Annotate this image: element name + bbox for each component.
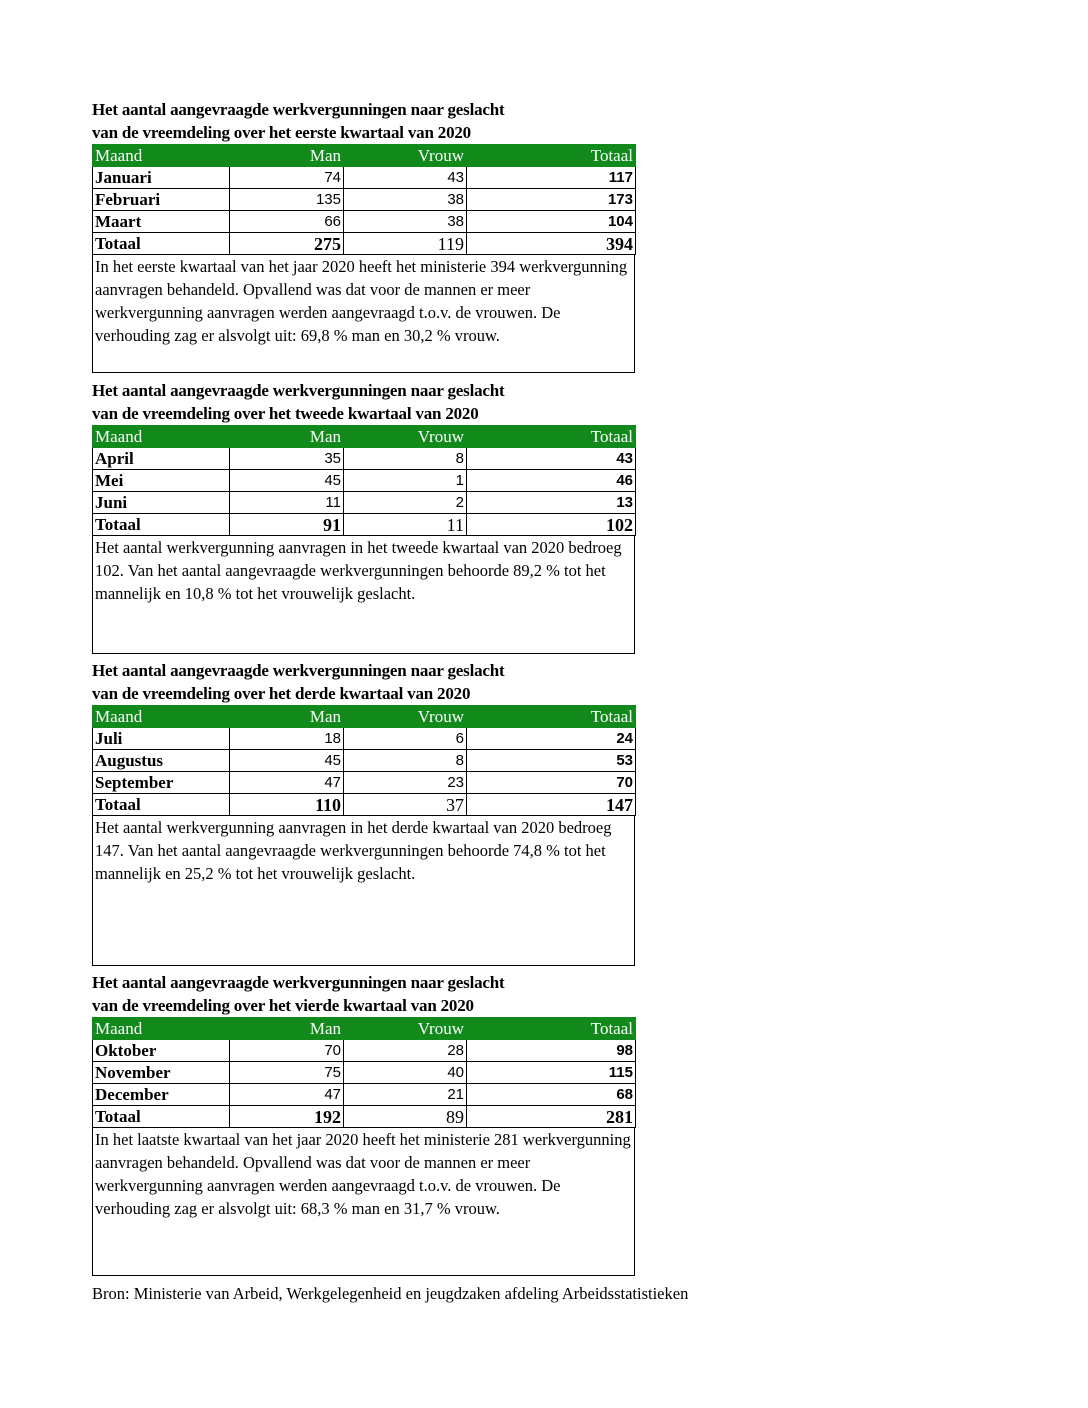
quarter-section-4 bbox=[92, 971, 635, 1276]
cell-man: 70 bbox=[230, 1040, 344, 1062]
table-row bbox=[93, 772, 636, 794]
cell-totaal: 43 bbox=[467, 448, 636, 470]
cell-totaal: 53 bbox=[467, 750, 636, 772]
cell-totaal: 104 bbox=[467, 211, 636, 233]
cell-man: 66 bbox=[230, 211, 344, 233]
cell-total-man: 192 bbox=[230, 1106, 344, 1128]
cell-man: 11 bbox=[230, 492, 344, 514]
header-vrouw: Vrouw bbox=[344, 426, 467, 448]
table-total-row bbox=[93, 514, 636, 536]
table-row bbox=[93, 492, 636, 514]
cell-month: November bbox=[93, 1062, 230, 1084]
table-header-row bbox=[93, 145, 636, 167]
cell-man: 45 bbox=[230, 470, 344, 492]
cell-vrouw: 6 bbox=[344, 728, 467, 750]
cell-man: 45 bbox=[230, 750, 344, 772]
cell-month: December bbox=[93, 1084, 230, 1106]
header-man: Man bbox=[230, 1018, 344, 1040]
cell-total-totaal: 102 bbox=[467, 514, 636, 536]
cell-total-man: 275 bbox=[230, 233, 344, 255]
table-header-row bbox=[93, 426, 636, 448]
cell-total-vrouw: 89 bbox=[344, 1106, 467, 1128]
quarter-description: Het aantal werkvergunning aanvragen in het tweede kwartaal van 2020 bedroeg 102. Van het aantal aangevraagde werkvergunningen behoorde 89,2 % tot het mannelijk en 10,8 % tot het vrouwelijk geslacht. bbox=[92, 536, 635, 654]
quarter-description: In het eerste kwartaal van het jaar 2020 heeft het ministerie 394 werkvergunning aanvragen behandeld. Opvallend was dat voor de mannen er meer werkvergunning aanvragen werden aangevraagd t.o.v. de vrouwen. De verhouding zag er alsvolgt uit: 69,8 % man en 30,2 % vrouw. bbox=[92, 255, 635, 373]
cell-month: Juni bbox=[93, 492, 230, 514]
cell-vrouw: 38 bbox=[344, 189, 467, 211]
cell-totaal: 117 bbox=[467, 167, 636, 189]
cell-month: Juli bbox=[93, 728, 230, 750]
quarter-table bbox=[92, 144, 636, 255]
cell-man: 74 bbox=[230, 167, 344, 189]
cell-total-vrouw: 37 bbox=[344, 794, 467, 816]
cell-totaal: 13 bbox=[467, 492, 636, 514]
quarter-description: In het laatste kwartaal van het jaar 2020 heeft het ministerie 281 werkvergunning aanvragen behandeld. Opvallend was dat voor de mannen er meer werkvergunning aanvragen werden aangevraagd t.o.v. de vrouwen. De verhouding zag er alsvolgt uit: 68,3 % man en 31,7 % vrouw. bbox=[92, 1128, 635, 1276]
table-row bbox=[93, 448, 636, 470]
section-title bbox=[92, 971, 635, 1017]
section-title-line2: van de vreemdeling over het eerste kwartaal van 2020 bbox=[92, 123, 471, 142]
quarter-section-3 bbox=[92, 659, 635, 966]
section-title-line1: Het aantal aangevraagde werkvergunningen naar geslacht bbox=[92, 973, 505, 992]
table-total-row bbox=[93, 233, 636, 255]
cell-totaal: 173 bbox=[467, 189, 636, 211]
table-header-row bbox=[93, 706, 636, 728]
cell-month: April bbox=[93, 448, 230, 470]
cell-total-vrouw: 119 bbox=[344, 233, 467, 255]
cell-totaal: 46 bbox=[467, 470, 636, 492]
header-vrouw: Vrouw bbox=[344, 145, 467, 167]
header-vrouw: Vrouw bbox=[344, 1018, 467, 1040]
section-title bbox=[92, 379, 635, 425]
cell-vrouw: 2 bbox=[344, 492, 467, 514]
header-month: Maand bbox=[93, 1018, 230, 1040]
cell-vrouw: 28 bbox=[344, 1040, 467, 1062]
cell-man: 135 bbox=[230, 189, 344, 211]
cell-man: 35 bbox=[230, 448, 344, 470]
cell-month: Februari bbox=[93, 189, 230, 211]
cell-vrouw: 40 bbox=[344, 1062, 467, 1084]
cell-month: Mei bbox=[93, 470, 230, 492]
quarter-section-1 bbox=[92, 98, 635, 373]
header-totaal: Totaal bbox=[467, 426, 636, 448]
header-totaal: Totaal bbox=[467, 1018, 636, 1040]
cell-vrouw: 38 bbox=[344, 211, 467, 233]
header-totaal: Totaal bbox=[467, 145, 636, 167]
cell-total-man: 110 bbox=[230, 794, 344, 816]
section-title-line1: Het aantal aangevraagde werkvergunningen naar geslacht bbox=[92, 100, 505, 119]
source-note: Bron: Ministerie van Arbeid, Werkgelegenheid en jeugdzaken afdeling Arbeidsstatistieken bbox=[92, 1284, 689, 1303]
header-vrouw: Vrouw bbox=[344, 706, 467, 728]
cell-man: 47 bbox=[230, 772, 344, 794]
cell-total-totaal: 147 bbox=[467, 794, 636, 816]
header-month: Maand bbox=[93, 145, 230, 167]
cell-total-man: 91 bbox=[230, 514, 344, 536]
table-header-row bbox=[93, 1018, 636, 1040]
table-row bbox=[93, 1062, 636, 1084]
table-row bbox=[93, 211, 636, 233]
cell-vrouw: 23 bbox=[344, 772, 467, 794]
table-row bbox=[93, 750, 636, 772]
header-man: Man bbox=[230, 426, 344, 448]
quarter-table bbox=[92, 425, 636, 536]
quarter-table bbox=[92, 1017, 636, 1128]
section-title-line2: van de vreemdeling over het derde kwartaal van 2020 bbox=[92, 684, 471, 703]
cell-month: Oktober bbox=[93, 1040, 230, 1062]
section-title-line1: Het aantal aangevraagde werkvergunningen naar geslacht bbox=[92, 661, 505, 680]
cell-totaal: 24 bbox=[467, 728, 636, 750]
quarter-section-2 bbox=[92, 379, 635, 654]
cell-total-totaal: 281 bbox=[467, 1106, 636, 1128]
table-row bbox=[93, 728, 636, 750]
cell-totaal: 70 bbox=[467, 772, 636, 794]
header-month: Maand bbox=[93, 426, 230, 448]
header-totaal: Totaal bbox=[467, 706, 636, 728]
cell-totaal: 115 bbox=[467, 1062, 636, 1084]
section-title-line2: van de vreemdeling over het tweede kwartaal van 2020 bbox=[92, 404, 479, 423]
section-title bbox=[92, 98, 635, 144]
cell-vrouw: 21 bbox=[344, 1084, 467, 1106]
cell-total-label: Totaal bbox=[93, 233, 230, 255]
cell-man: 47 bbox=[230, 1084, 344, 1106]
cell-total-label: Totaal bbox=[93, 514, 230, 536]
cell-totaal: 98 bbox=[467, 1040, 636, 1062]
table-total-row bbox=[93, 1106, 636, 1128]
table-row bbox=[93, 167, 636, 189]
section-title bbox=[92, 659, 635, 705]
header-month: Maand bbox=[93, 706, 230, 728]
cell-total-totaal: 394 bbox=[467, 233, 636, 255]
table-row bbox=[93, 1084, 636, 1106]
table-row bbox=[93, 1040, 636, 1062]
cell-month: Januari bbox=[93, 167, 230, 189]
cell-vrouw: 1 bbox=[344, 470, 467, 492]
header-man: Man bbox=[230, 145, 344, 167]
cell-man: 18 bbox=[230, 728, 344, 750]
cell-total-label: Totaal bbox=[93, 1106, 230, 1128]
header-man: Man bbox=[230, 706, 344, 728]
quarter-description: Het aantal werkvergunning aanvragen in het derde kwartaal van 2020 bedroeg 147. Van het aantal aangevraagde werkvergunningen behoorde 74,8 % tot het mannelijk en 25,2 % tot het vrouwelijk geslacht. bbox=[92, 816, 635, 966]
cell-man: 75 bbox=[230, 1062, 344, 1084]
cell-vrouw: 43 bbox=[344, 167, 467, 189]
cell-total-label: Totaal bbox=[93, 794, 230, 816]
table-total-row bbox=[93, 794, 636, 816]
cell-month: Maart bbox=[93, 211, 230, 233]
table-row bbox=[93, 189, 636, 211]
cell-totaal: 68 bbox=[467, 1084, 636, 1106]
cell-month: Augustus bbox=[93, 750, 230, 772]
cell-month: September bbox=[93, 772, 230, 794]
quarter-table bbox=[92, 705, 636, 816]
cell-vrouw: 8 bbox=[344, 750, 467, 772]
section-title-line1: Het aantal aangevraagde werkvergunningen naar geslacht bbox=[92, 381, 505, 400]
section-title-line2: van de vreemdeling over het vierde kwartaal van 2020 bbox=[92, 996, 474, 1015]
cell-total-vrouw: 11 bbox=[344, 514, 467, 536]
table-row bbox=[93, 470, 636, 492]
cell-vrouw: 8 bbox=[344, 448, 467, 470]
